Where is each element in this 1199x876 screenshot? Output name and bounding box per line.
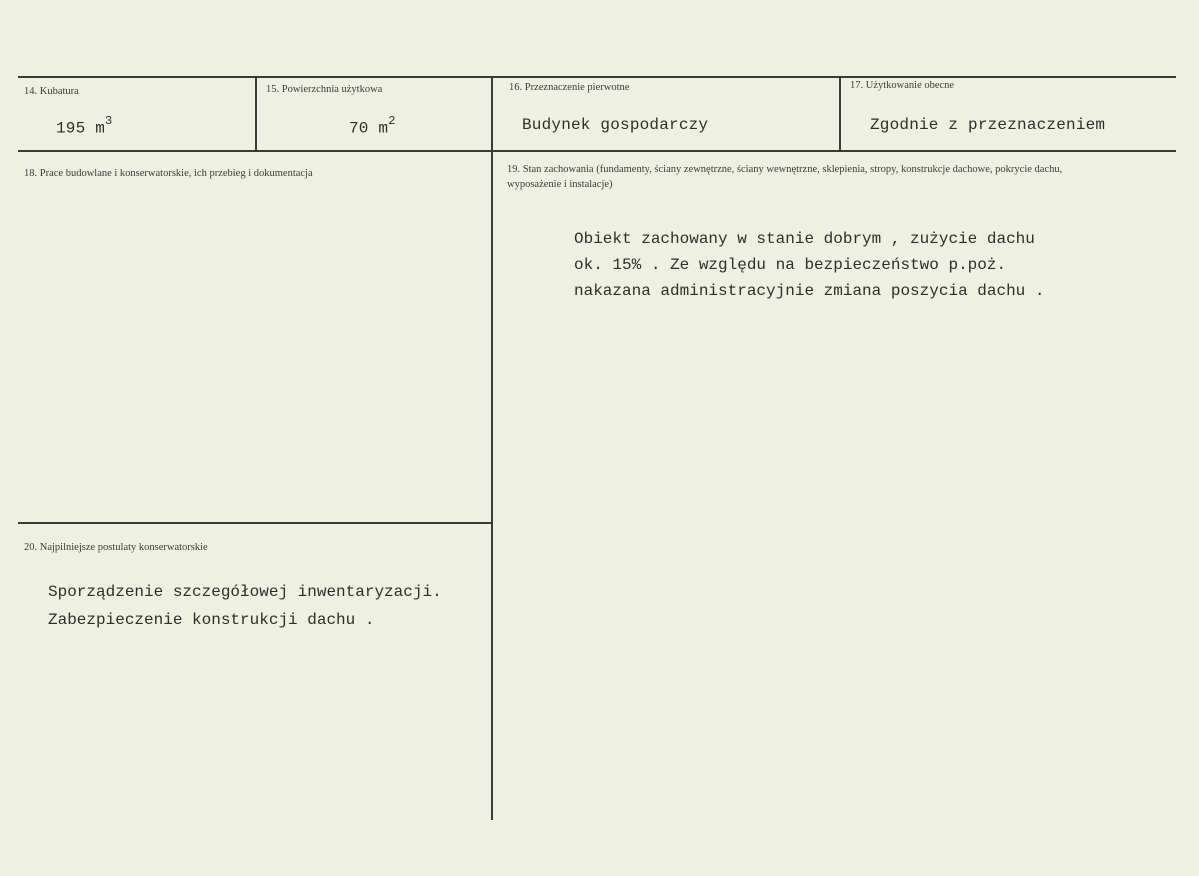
powierzchnia-number: 70 m: [349, 119, 389, 138]
postulaty-label: 20. Najpilniejsze postulaty konserwatorskie: [24, 542, 208, 553]
stan-line-3: nakazana administracyjnie zmiana poszycia dachu .: [574, 282, 1045, 300]
header-bottom-rule: [18, 150, 1176, 152]
postulaty-line-2: Zabezpieczenie konstrukcji dachu .: [48, 611, 375, 629]
main-vertical-divider: [491, 77, 493, 820]
divider-16-17: [839, 77, 841, 151]
prace-budowlane-label: 18. Prace budowlane i konserwatorskie, ich przebieg i dokumentacja: [24, 168, 313, 179]
uzytkowanie-label: 17. Użytkowanie obecne: [850, 80, 955, 91]
top-rule: [18, 76, 1176, 78]
stan-zachowania-label: 19. Stan zachowania (fundamenty, ściany zewnętrzne, ściany wewnętrzne, sklepienia, stropy, konstrukcje dachowe, pokrycie dachu, wyposażenie i instalacje): [507, 164, 1063, 190]
stan-line-2: ok. 15% . Ze względu na bezpieczeństwo p.poż.: [574, 256, 1007, 274]
stan-line-1: Obiekt zachowany w stanie dobrym , zużycie dachu: [574, 230, 1035, 248]
kubatura-exponent: 3: [105, 114, 113, 128]
divider-14-15: [255, 77, 257, 151]
przeznaczenie-label: 16. Przeznaczenie pierwotne: [509, 82, 630, 93]
przeznaczenie-value: Budynek gospodarczy: [522, 116, 709, 134]
postulaty-line-1: Sporządzenie szczegółowej inwentaryzacji.: [48, 583, 442, 601]
powierzchnia-value: [349, 116, 396, 137]
stan-zachowania-text: [574, 226, 1044, 304]
uzytkowanie-value: Zgodnie z przeznaczeniem: [870, 116, 1106, 134]
section-20-rule: [18, 522, 492, 524]
powierzchnia-exponent: 2: [388, 114, 396, 128]
kubatura-label: 14. Kubatura: [24, 86, 79, 97]
kubatura-value: [56, 116, 112, 137]
postulaty-text: [48, 578, 442, 634]
powierzchnia-label: 15. Powierzchnia użytkowa: [266, 84, 383, 95]
kubatura-number: 195 m: [56, 119, 106, 138]
